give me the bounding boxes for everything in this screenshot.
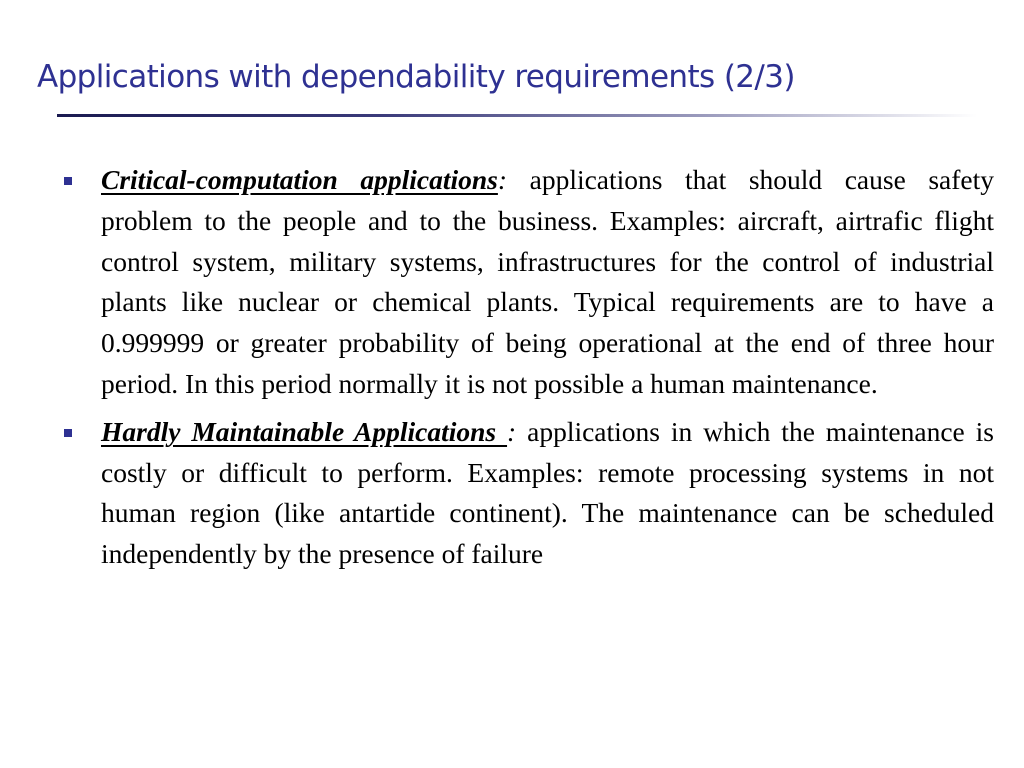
bullet-term: Critical-computation applications: [101, 164, 498, 195]
slide-title: Applications with dependability requirements (2/3): [37, 59, 795, 95]
bullet-term: Hardly Maintainable Applications: [101, 415, 508, 447]
square-bullet-icon: [64, 177, 72, 185]
bullet-text: applications that should cause safety problem to the people and to the business. Examples: aircraft, airtrafic flight control system, military systems, infrastructures for the control of industrial plants like nuclear or chemical plants. Typical requirements are to have a 0.999999 or greater probability of being operational at the end of three hour period. In this period normally it is not possible a human maintenance.: [101, 164, 994, 399]
bullet-separator: :: [507, 415, 517, 447]
bullet-item-critical-computation: [64, 160, 994, 405]
title-divider: [57, 114, 977, 117]
bullet-list: [64, 160, 994, 582]
bullet-separator: :: [497, 164, 508, 195]
square-bullet-icon: [64, 429, 72, 437]
bullet-item-hardly-maintainable: [64, 412, 994, 575]
bullet-text: applications in which the maintenance is costly or difficult to perform. Examples: remote processing systems in not human region (like antartide continent). The maintenance can be scheduled independently by the presence of failure: [101, 415, 994, 570]
